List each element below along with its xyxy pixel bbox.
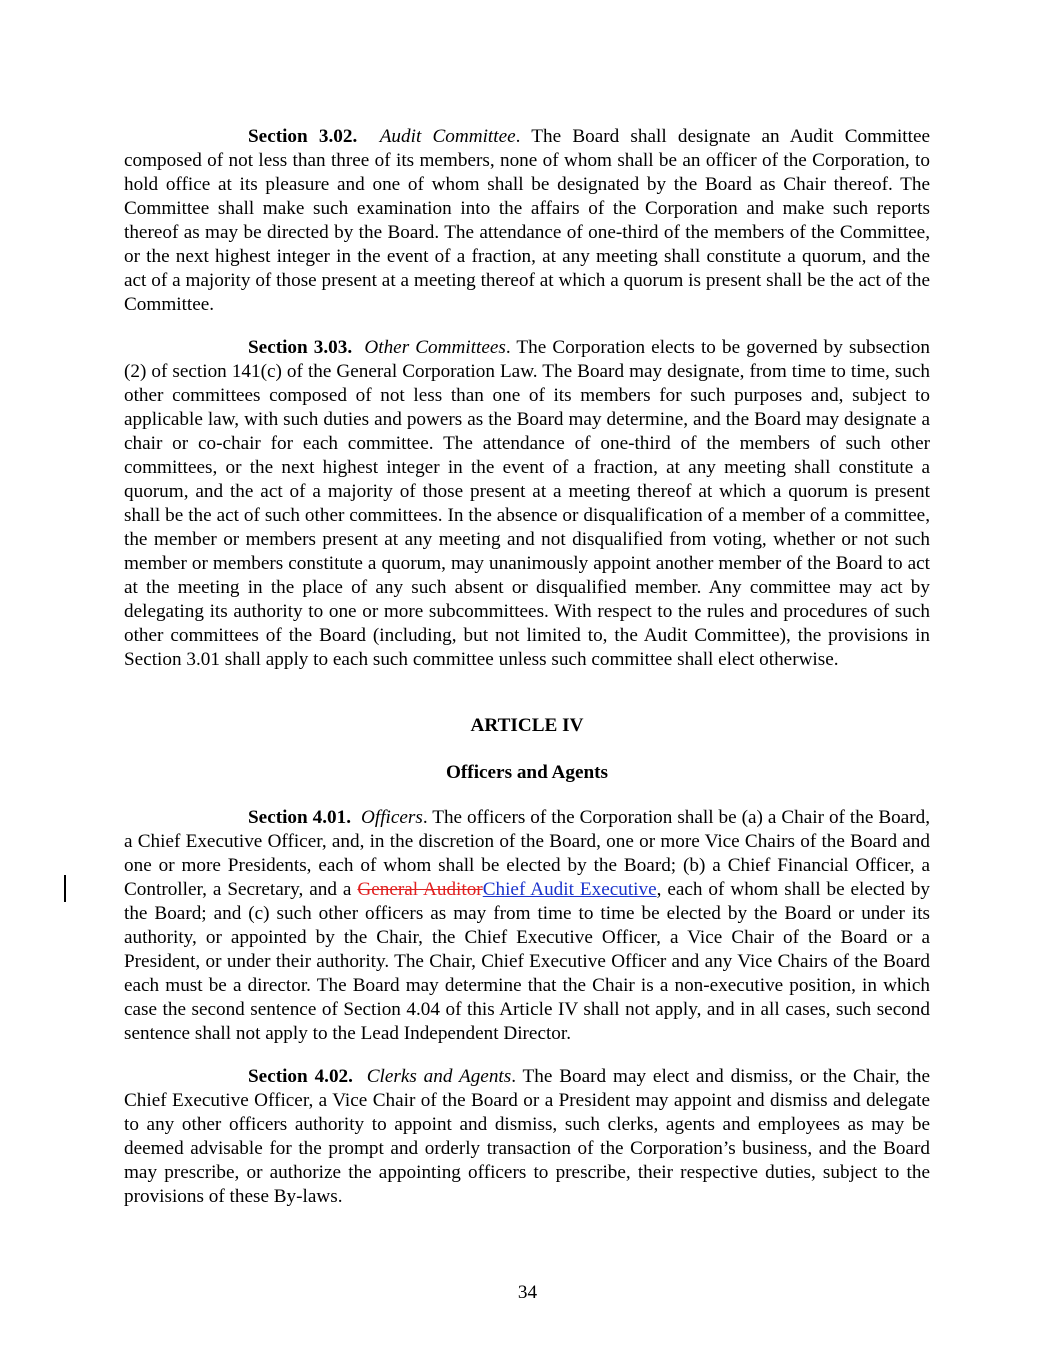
section-body: . The Board may elect and dismiss, or the Chair, the Chief Executive Officer, a Vice Chair of the Board or a President may appoint and dismiss and delegate to any other officers authority to appoint and dismiss, such clerks, agents and employees as may be deemed advisable for the prompt and orderly transaction of the Corporation’s business, and the Board may prescribe, or authorize the appointing officers to prescribe, their respective duties, subject to the provisions of these By-laws. xyxy=(124,1066,930,1207)
section-4-02-paragraph xyxy=(124,1065,930,1209)
article-subheading: Officers and Agents xyxy=(445,762,609,783)
section-title: Other Committees xyxy=(364,337,506,358)
section-4-01-paragraph xyxy=(124,806,930,1046)
inserted-text: Chief Audit Executive xyxy=(482,879,657,900)
section-body: . The Board shall designate an Audit Committee composed of not less than three of its members, none of whom shall be an officer of the Corporation, to hold office at its pleasure and one of whom shall be designated by the Board as Chair thereof. The Committee shall make such examination into the affairs of the Corporation and make such reports thereof as may be directed by the Board. The attendance of one-third of the members of the Committee, or the next highest integer in the event of a fraction, at any meeting shall constitute a quorum, and the act of a majority of those present at a meeting thereof at which a quorum is present shall be the act of the Committee. xyxy=(124,126,930,315)
section-number: Section 3.03. xyxy=(248,337,353,358)
article-heading: ARTICLE IV xyxy=(470,715,584,736)
section-title: Audit Committee xyxy=(379,126,516,147)
section-number: Section 3.02. xyxy=(248,126,358,147)
change-bar xyxy=(64,875,66,902)
section-number: Section 4.01. xyxy=(248,807,352,828)
section-title: Clerks and Agents xyxy=(366,1066,512,1087)
deleted-text: General Auditor xyxy=(357,879,483,900)
section-body: . The Corporation elects to be governed by subsection (2) of section 141(c) of the General Corporation Law. The Board may designate, from time to time, such other committees composed of not less than one of its members for such purposes and, subject to applicable law, with such duties and powers as the Board may determine, and the Board may designate a chair or co-chair for each committee. The attendance of one-third of the members of such other committees, or the next highest integer in the event of a fraction, at any meeting shall constitute a quorum, and the act of a majority of those present at a meeting thereof at which a quorum is present shall be the act of such other committees. In the absence or disqualification of a member of a committee, the member or members present at any meeting and not disqualified from voting, whether or not such member or members constitute a quorum, may unanimously appoint another member of the Board to act at the meeting in the place of any such absent or disqualified member. Any committee may act by delegating its authority to one or more subcommittees. With respect to the rules and procedures of such other committees of the Board (including, but not limited to, the Audit Committee), the provisions in Section 3.01 shall apply to each such committee unless such committee shall elect otherwise. xyxy=(124,337,930,670)
section-3-02-paragraph xyxy=(124,125,930,317)
page-number: 34 xyxy=(517,1282,538,1303)
section-number: Section 4.02. xyxy=(248,1066,353,1087)
section-body: , each of whom shall be elected by the Board; and (c) such other officers as may from time to time be elected by the Board or under its authority, or appointed by the Chair, the Chief Executive Officer, a Vice Chair of the Board or a President, or under their authority. The Chair, Chief Executive Officer and any Vice Chairs of the Board each must be a director. The Board may determine that the Chair is a non-executive position, in which case the second sentence of Section 4.04 of this Article IV shall not apply, and in all cases, such second sentence shall not apply to the Lead Independent Director. xyxy=(124,879,931,1044)
section-body: . The officers of the Corporation shall be (a) a Chair of the Board, a Chief Executive Officer, and, in the discretion of the Board, one or more Vice Chairs of the Board and one or more Presidents, each of whom shall be elected by the Board; (b) a Chief Financial Officer, a Controller, a Secretary, and a xyxy=(124,807,931,900)
section-3-03-paragraph xyxy=(124,336,930,672)
section-title: Officers xyxy=(361,807,423,828)
